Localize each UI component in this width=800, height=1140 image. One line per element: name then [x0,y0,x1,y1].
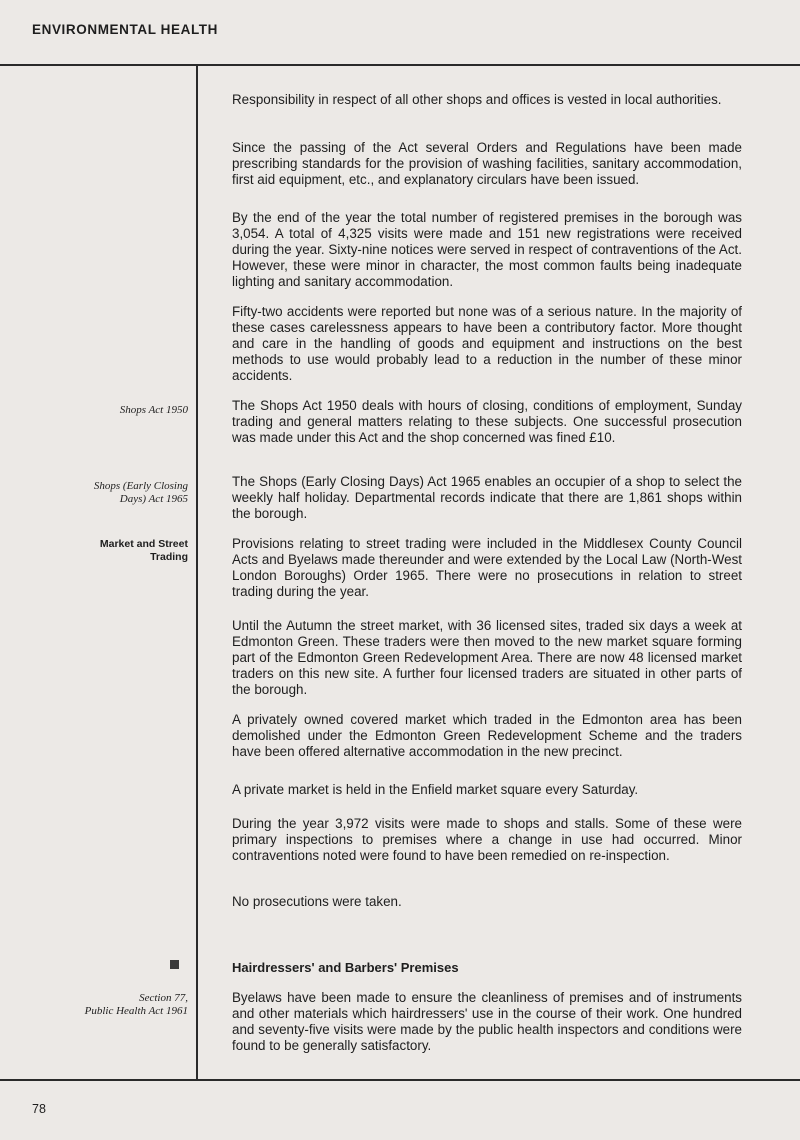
page-number: 78 [32,1102,46,1116]
paragraph: Responsibility in respect of all other shops and offices is vested in local authorities. [232,92,722,107]
sidenote-line: Market and Street [99,538,188,550]
top-rule [0,64,800,66]
sidenote-shops-act-1950 [38,404,188,417]
sidenote-market-trading [38,538,188,564]
paragraph: Fifty-two accidents were reported but none was of a serious nature. In the majority of these cases carelessness appears to have been a contributory factor. More thought and care in the handling of goods and equipment and instructions on the best methods to use would probably lead to a reduction in the number of these minor accidents. [232,304,742,383]
bottom-rule [0,1079,800,1081]
sidenote-section-77 [38,992,188,1018]
paragraph: Until the Autumn the street market, with 36 licensed sites, traded six days a week at Edmonton Green. These traders were then moved to the new market square forming part of the Edmonton Green Redevelopment Area. There are now 48 licensed market traders on this new site. A further four licensed traders are situated in other parts of the borough. [232,618,742,697]
sidenote-line: Public Health Act 1961 [84,1005,188,1017]
column-divider [196,64,198,1081]
sidenote-text: Shops Act 1950 [119,404,188,416]
paragraph: The Shops Act 1950 deals with hours of closing, conditions of employment, Sunday trading and general matters relating to these subjects. One successful prosecution was made under this Act and the shop concerned was fined £10. [232,398,742,445]
sidenote-line: Section 77, [139,992,188,1004]
sidenote-line: Days) Act 1965 [119,493,188,505]
paragraph: A private market is held in the Enfield market square every Saturday. [232,782,639,797]
running-header: ENVIRONMENTAL HEALTH [32,22,218,37]
sidenote-line: Trading [150,551,188,563]
paragraph: No prosecutions were taken. [232,894,402,909]
sidenote-line: Shops (Early Closing [93,480,188,492]
section-marker [170,960,179,969]
paragraph: The Shops (Early Closing Days) Act 1965 enables an occupier of a shop to select the weekly half holiday. Departmental records indicate that there are 1,861 shops within the borough. [232,474,742,521]
paragraph: Byelaws have been made to ensure the cleanliness of premises and of instruments and other materials which hairdressers' use in the course of their work. One hundred and seventy-five visits were made by the public health inspectors and conditions were found to be generally satisfactory. [232,990,742,1053]
paragraph: Since the passing of the Act several Orders and Regulations have been made prescribing standards for the provision of washing facilities, sanitary accommodation, first aid equipment, etc., and explanatory circulars have been issued. [232,140,742,187]
paragraph: During the year 3,972 visits were made to shops and stalls. Some of these were primary inspections to premises where a change in use had occurred. Minor contraventions noted were found to have been remedied on re-inspection. [232,816,742,863]
paragraph: Provisions relating to street trading were included in the Middlesex County Council Acts and Byelaws made thereunder and were extended by the Local Law (North-West London Boroughs) Order 1965. There were no prosecutions in relation to street trading during the year. [232,536,742,599]
paragraph: By the end of the year the total number of registered premises in the borough was 3,054. A total of 4,325 visits were made and 151 new registrations were received during the year. Sixty-nine notices were served in respect of contraventions of the Act. However, these were minor in character, the most common faults being inadequate lighting and sanitary accommodation. [232,210,742,289]
sidenote-early-closing [38,480,188,506]
section-heading: Hairdressers' and Barbers' Premises [232,960,459,975]
paragraph: A privately owned covered market which traded in the Edmonton area has been demolished under the Edmonton Green Redevelopment Scheme and the traders have been offered alternative accommodation in the new precinct. [232,712,742,759]
